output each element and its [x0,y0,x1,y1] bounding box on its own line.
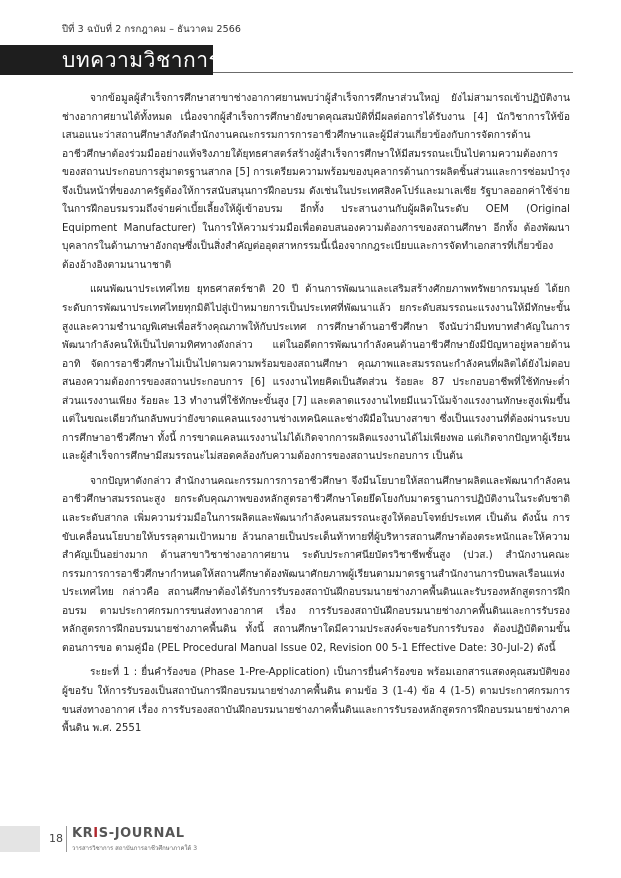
article-body [62,90,570,745]
section-divider [213,72,573,73]
paragraph-2: แผนพัฒนาประเทศไทย ยุทธศาสตร์ชาติ 20 ปี ด้านการพัฒนาและเสริมสร้างศักยภาพทรัพยากรมนุษย์ ได้ยกระดับการพัฒนาประเทศไทยทุกมิติไปสู่เป้าหมายการเป็นประเทศที่พัฒนาแล้ว ยกระดับสมรรถนะแรงงานให้มีทักษะขั้นสูงและความชำนาญพิเศษเพื่อสร้างคุณภาพให้กับประเทศ การศึกษาด้านอาชีวศึกษา จึงนับว่ามีบทบาทสำคัญในการพัฒนากำลังคนให้เป็นไปตามทิศทางดังกล่าว แต่ในอดีตการพัฒนากำลังคนด้านอาชีวศึกษายังมีปัญหาอยู่หลายด้าน อาทิ จัดการอาชีวศึกษาไม่เป็นไปตามความพร้อมของสถานศึกษา คุณภาพและสมรรถนะกำลังคนที่ผลิตได้ยังไม่ตอบสนองความต้องการของสถานประกอบการ [6] แรงงานไทยคิดเป็นสัดส่วน ร้อยละ 87 ประกอบอาชีพที่ใช้ทักษะต่ำ ส่วนแรงงานเพียง ร้อยละ 13 ทำงานที่ใช้ทักษะขั้นสูง [7] และตลาดแรงงานไทยมีแนวโน้มจ้างแรงงานทักษะสูงเพิ่มขึ้น แต่ในขณะเดียวกันกลับพบว่ายังขาดแคลนแรงงานช่างเทคนิคและช่างฝีมือในบางสาขา ซึ่งเป็นแรงงานที่ต้องผ่านระบบการศึกษาอาชีวศึกษา ทั้งนี้ การขาดแคลนแรงงานไม่ได้เกิดจากการผลิตแรงงานได้ไม่เพียงพอ แต่เกิดจากปัญหาผู้เรียนและผู้สำเร็จการศึกษามีสมรรถนะไม่สอดคล้องกับความต้องการของสถานประกอบการ เป็นต้น [62,284,570,463]
footer-band [0,826,40,852]
section-title: บทความวิชาการ [62,48,221,72]
paragraph-4: ระยะที่ 1 : ยื่นคำร้องขอ (Phase 1-Pre-Application) เป็นการยื่นคำร้องขอ พร้อมเอกสารแสดงคุณสมบัติของผู้ขอรับ ให้การรับรองเป็นสถาบันการฝึกอบรมนายช่างภาคพื้นดิน ตามข้อ 3 (1-4) ข้อ 4 (1-5) ตามประกาศกรมการขนส่งทางอากาศ เรื่อง การรับรองสถาบันฝึกอบรมนายช่างภาคพื้นดินและการรับรองหลักสูตรการฝึกอบรมนายช่างภาคพื้นดิน พ.ศ. 2551 [62,667,570,735]
issue-info: ปีที่ 3 ฉบับที่ 2 กรกฎาคม – ธันวาคม 2566 [62,24,242,35]
journal-subtitle: วารสารวิชาการ สถาบันการอาชีวศึกษาภาคใต้ 3 [72,845,198,852]
paragraph-3: จากปัญหาดังกล่าว สำนักงานคณะกรรมการการอาชีวศึกษา จึงมีนโยบายให้สถานศึกษาผลิตและพัฒนากำลังคนอาชีวศึกษาสมรรถนะสูง ยกระดับคุณภาพของหลักสูตรอาชีวศึกษาโดยยึดโยงกับมาตรฐานการปฏิบัติงานในระดับชาติและระดับสากล เพิ่มความร่วมมือในการผลิตและพัฒนากำลังคนสมรรถนะสูงให้ตอบโจทย์ประเทศ เป็นต้น ดังนั้น การขับเคลื่อนนโยบายให้บรรลุตามเป้าหมาย ล้วนกลายเป็นประเด็นท้าทายที่ผู้บริหารสถานศึกษาต้องตระหนักและให้ความสำคัญเป็นอย่างมาก ด้านสาขาวิชาช่างอากาศยาน ระดับประกาศนียบัตรวิชาชีพชั้นสูง (ปวส.) สำนักงานคณะกรรมการการอาชีวศึกษากำหนดให้สถานศึกษาต้องพัฒนาศักยภาพผู้เรียนตามมาตรฐานสำนักงานการบินพลเรือนแห่งประเทศไทย กล่าวคือ สถานศึกษาต้องได้รับการรับรองสถาบันฝึกอบรมนายช่างภาคพื้นดินและรับรองหลักสูตรการฝึกอบรม ตามประกาศกรมการขนส่งทางอากาศ เรื่อง การรับรองสถาบันฝึกอบรมนายช่างภาคพื้นดินและการรับรองหลักสูตรการฝึกอบรมนายช่างภาคพื้นดิน ทั้งนี้ สถานศึกษาใดมีความประสงค์จะขอรับการรับรอง ต้องปฏิบัติตามขั้นตอนการขอ ตามคู่มือ (PEL Procedural Manual Issue 02, Revision 00 5-1 Effective Date: 30-Jul-2) ดังนี้ [62,475,570,654]
footer-divider [66,826,67,852]
journal-logo-accent: I [93,826,99,841]
page-number: 18 [49,832,63,845]
journal-logo-prefix: KR [72,826,94,841]
journal-logo-suffix: S-JOURNAL [98,826,185,841]
journal-logo [72,826,185,841]
paragraph-1: จากข้อมูลผู้สำเร็จการศึกษาสาขาช่างอากาศยานพบว่าผู้สำเร็จการศึกษาส่วนใหญ่ ยังไม่สามารถเข้าปฏิบัติงานช่างอากาศยานได้ทั้งหมด เนื่องจากผู้สำเร็จการศึกษายังขาดคุณสมบัติที่มีผลต่อการได้รับงาน [4] นักวิชาการให้ข้อเสนอแนะว่าสถานศึกษาสังกัดสำนักงานคณะกรรมการการอาชีวศึกษาและผู้มีส่วนเกี่ยวข้องกับการจัดการด้านอาชีวศึกษาต้องร่วมมืออย่างแท้จริงภายใต้ยุทธศาสตร์สร้างผู้สำเร็จการศึกษาให้มีสมรรถนะเป็นไปตามความต้องการของสถานประกอบการสู่มาตรฐานสากล [5] การเตรียมความพร้อมของบุคลากรด้านการผลิตชิ้นส่วนและการซ่อมบำรุงจึงเป็นหน้าที่ของภาครัฐต้องให้การสนับสนุนการฝึกอบรม ดังเช่นในประเทศสิงคโปร์และมาเลเซีย รัฐบาลออกค่าใช้จ่ายในการฝึกอบรมรวมถึงจ่ายค่าเบี้ยเลี้ยงให้ผู้เข้าอบรม อีกทั้ง ประสานงานกับผู้ผลิตในระดับ OEM (Original Equipment Manufacturer) ในการให้ความร่วมมือเพื่อตอบสนองความต้องการของสถานศึกษา อีกทั้ง ต้องพัฒนาบุคลากรในด้านภาษาอังกฤษซึ่งเป็นสิ่งสำคัญต่ออุตสาหกรรมนี้เนื่องจากกฎระเบียบและการจัดทำเอกสารที่เกี่ยวข้องต้องอ้างอิงตามนานาชาติ [62,93,570,271]
